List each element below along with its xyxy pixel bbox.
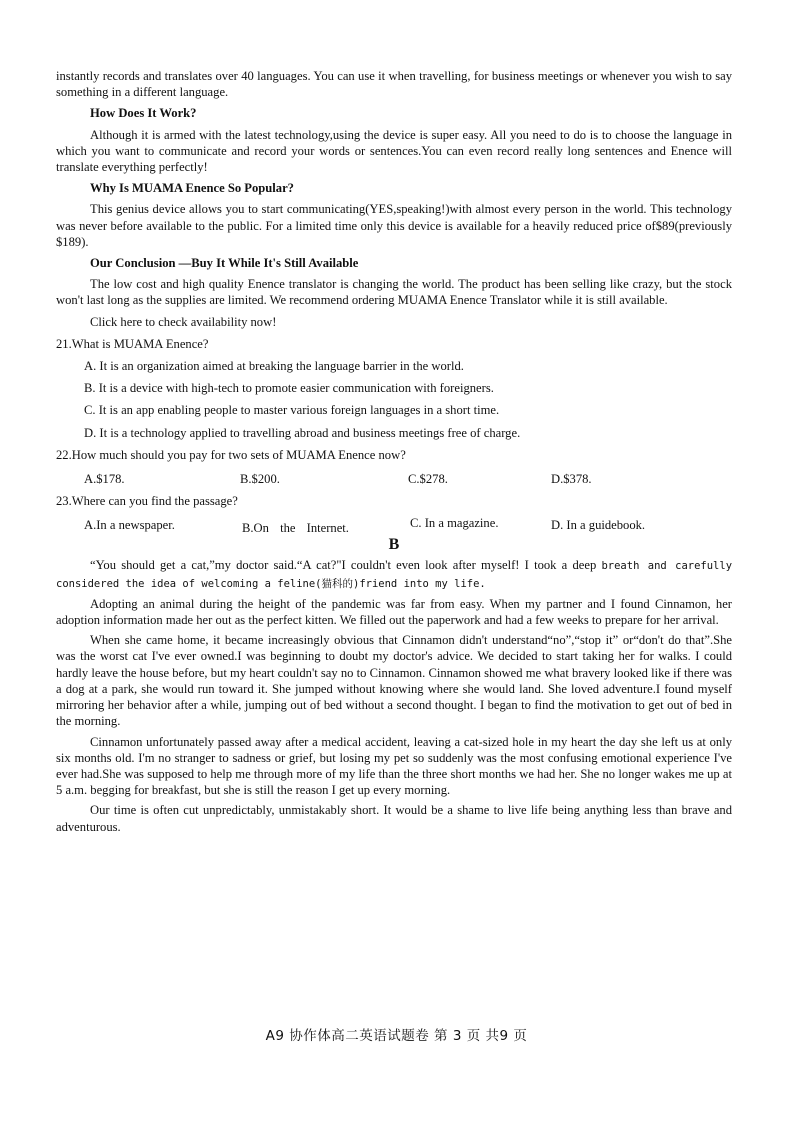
passage-b-paragraph-1 <box>56 557 732 591</box>
question-23-option-c: C. In a magazine. <box>410 516 499 531</box>
passage-b-paragraph-2: Adopting an animal during the height of the pandemic was far from easy. When my partner and I found Cinnamon, her adoption information made her out as the perfect kitten. We filled out the paperwork and had a few weeks to prepare for her arrival. <box>56 596 732 628</box>
question-23-option-b: B.On the Internet. <box>242 521 349 536</box>
heading-why-popular: Why Is MUAMA Enence So Popular? <box>90 181 294 196</box>
passage-b-paragraph-3: When she came home, it became increasingly obvious that Cinnamon didn't understand“no”,“stop it” or“don't do that”.She was the worst cat I've ever owned.I was beginning to doubt my doctor's advice. We decided to start taking her for walks. I could hardly leave the house before, but my heart couldn't say no to Cinnamon. Cinnamon showed me what bravery looked like if there was a dog at a park, she would run toward it. She jumped without knowing where she would land. She loved adventure.I found myself mirroring her behavior after a while, jumping out of bed without a second thought. I began to find the motivation to get out of bed in the morning. <box>56 633 732 729</box>
question-22-option-a: A.$178. <box>84 472 125 487</box>
question-23-stem: 23.Where can you find the passage? <box>56 494 238 509</box>
heading-how-it-works: How Does It Work? <box>90 106 197 121</box>
passage-a-paragraph-1: instantly records and translates over 40 languages. You can use it when travelling, for business meetings or whenever you wish to say something in a different language. <box>56 69 732 100</box>
question-23-option-a: A.In a newspaper. <box>84 518 175 533</box>
question-22-option-c: C.$278. <box>408 472 448 487</box>
passage-b-paragraph-1-main: “You should get a cat,”my doctor said.“A cat?"I couldn't even look after myself! I took a deep <box>90 558 597 573</box>
question-23-options <box>56 513 732 536</box>
page-footer: A9 协作体高二英语试题卷 第 3 页 共9 页 <box>265 1028 528 1044</box>
passage-b-paragraph-4: Cinnamon unfortunately passed away after a medical accident, leaving a cat-sized hole in my heart the day she left us at only six months old. I'm no stranger to sadness or grief, but losing my pet so suddenly was the most confusing emotional experience I've ever had.She was supposed to help me through more of my life than the three short months we had her. She no longer wakes me up at 5 a.m. begging for breakfast, but she is still the reason I get up every morning. <box>56 734 732 798</box>
question-21-option-d: D. It is a technology applied to travelling abroad and business meetings free of charge. <box>84 425 521 440</box>
question-21 <box>56 336 732 441</box>
heading-conclusion: Our Conclusion —Buy It While It's Still Available <box>90 256 359 271</box>
question-22-option-b: B.$200. <box>240 472 280 487</box>
question-23 <box>56 493 732 536</box>
question-21-option-a: A. It is an organization aimed at breaking the language barrier in the world. <box>84 359 464 374</box>
passage-a-call-to-action: Click here to check availability now! <box>90 314 277 329</box>
question-23-option-d: D. In a guidebook. <box>551 518 646 533</box>
question-21-stem: 21.What is MUAMA Enence? <box>56 336 209 351</box>
question-22 <box>56 447 732 487</box>
passage-b-paragraph-5: Our time is often cut unpredictably, unmistakably short. It would be a shame to live life being anything less than brave and adventurous. <box>56 803 732 834</box>
question-22-stem: 22.How much should you pay for two sets of MUAMA Enence now? <box>56 447 406 462</box>
question-22-options <box>56 467 732 487</box>
passage-a-paragraph-3: This genius device allows you to start communicating(YES,speaking!)with almost every person in the world. This technology was never before available to the public. For a limited time only this device is available for a heavily reduced price of$89(previously $189). <box>56 202 732 249</box>
passage-b-paragraph-1-small: breath and carefully considered the idea of welcoming a feline(猫科的)friend into my life. <box>56 560 733 590</box>
question-21-option-c: C. It is an app enabling people to master various foreign languages in a short time. <box>84 403 500 418</box>
section-b-label: B <box>388 536 400 554</box>
question-21-option-b: B. It is a device with high-tech to promote easier communication with foreigners. <box>84 381 494 396</box>
passage-a-paragraph-4: The low cost and high quality Enence translator is changing the world. The product has been selling like crazy, but the stock won't last long as the supplies are limited. We recommend ordering MUAMA Enence Translator while it is still available. <box>56 277 732 308</box>
question-22-option-d: D.$378. <box>551 472 592 487</box>
passage-a-paragraph-2: Although it is armed with the latest technology,using the device is super easy. All you need to do is to choose the language in which you want to communicate and record your words or sentences.You can even record really long sentences and Enence will translate everything perfectly! <box>56 127 732 175</box>
exam-page <box>56 68 732 839</box>
